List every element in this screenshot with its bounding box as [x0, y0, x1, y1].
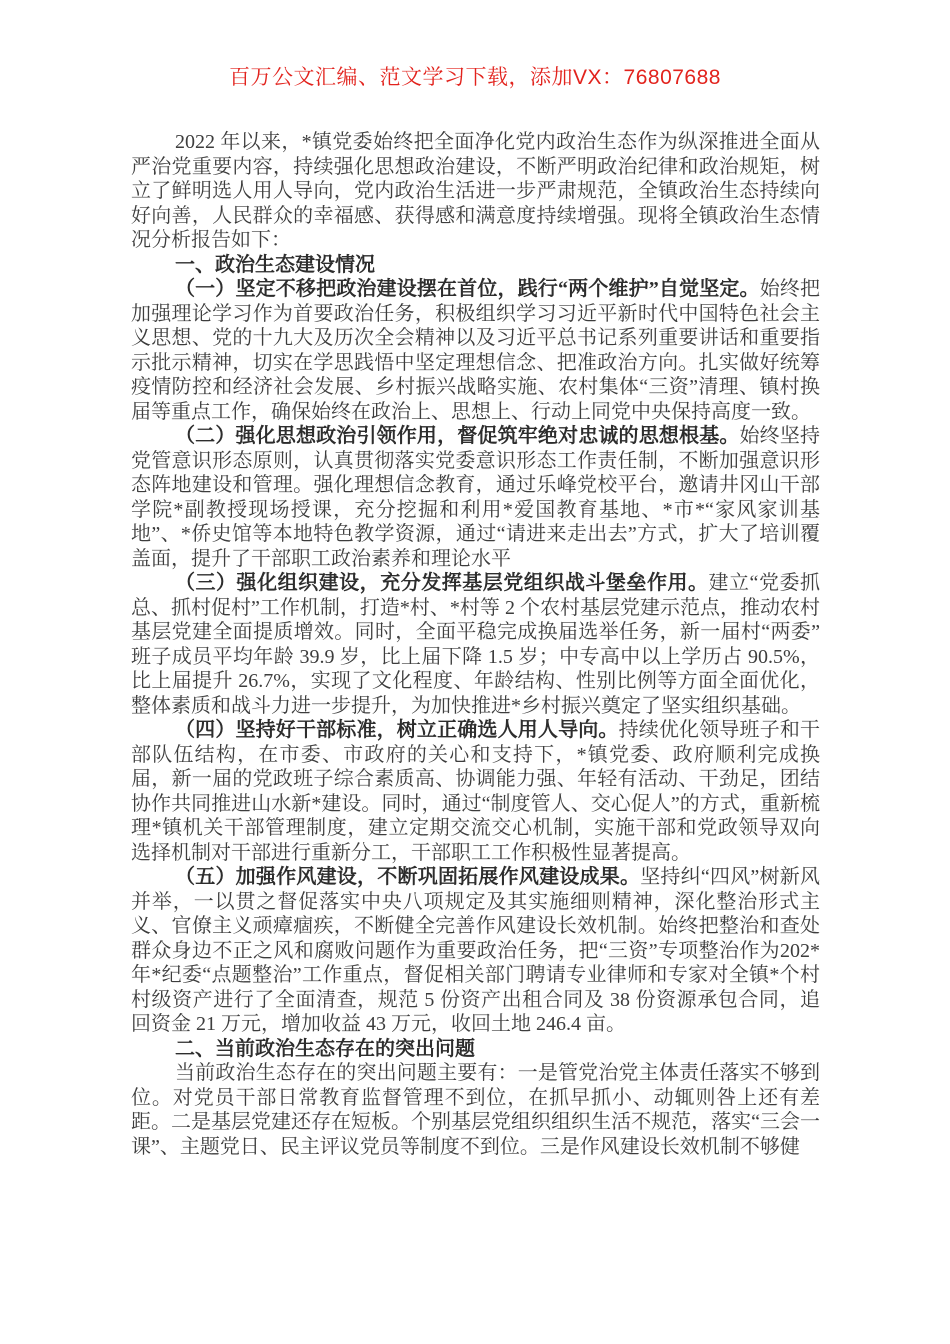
paragraph-lead: （五）加强作风建设，不断巩固拓展作风建设成果。 [175, 866, 641, 888]
section-heading-1: 一、政治生态建设情况 [175, 253, 375, 276]
paragraph-text: 始终坚持党管意识形态原则，认真贯彻落实党委意识形态工作责任制，不断加强意识形态阵地建设和管理。强化理想信念教育，通过乐峰党校平台，邀请井冈山干部学院*副教授现场授课，充分挖掘和利用*爱国教育基地、*市*“家风家训基地”、*侨史馆等本地特色教学资源，通过“请进来走出去”方式，扩大了培训覆盖面，提升了干部职工政治素养和理论水平 [131, 425, 820, 570]
document-body [131, 130, 820, 1159]
paragraph-text: 当前政治生态存在的突出问题主要有：一是管党治党主体责任落实不够到位。对党员干部日常教育监督管理不到位，在抓早抓小、动辄则咎上还有差距。二是基层党建还存在短板。个别基层党组织组织生活不规范，落实“三会一课”、主题党日、民主评议党员等制度不到位。三是作风建设长效机制不够健 [131, 1062, 820, 1158]
paragraph-1-4 [131, 718, 820, 865]
closing-paragraph [131, 1061, 820, 1159]
paragraph-text: 2022 年以来，*镇党委始终把全面净化党内政治生态作为纵深推进全面从严治党重要内容，持续强化思想政治建设，不断严明政治纪律和政治规矩，树立了鲜明选人用人导向，党内政治生活进一步严肃规范，全镇政治生态持续向好向善，人民群众的幸福感、获得感和满意度持续增强。现将全镇政治生态情况分析报告如下： [131, 131, 820, 251]
section-heading-2: 二、当前政治生态存在的突出问题 [175, 1037, 475, 1060]
paragraph-text: 持续优化领导班子和干部队伍结构，在市委、市政府的关心和支持下，*镇党委、政府顺利完成换届，新一届的党政班子综合素质高、协调能力强、年轻有活动、干劲足，团结协作共同推进山水新*建设。同时，通过“制度管人、交心促人”的方式，重新梳理*镇机关干部管理制度，建立定期交流交心机制，实施干部和党政领导双向选择机制对干部进行重新分工，干部职工工作积极性显著提高。 [131, 719, 821, 864]
paragraph-1-5 [131, 865, 820, 1037]
paragraph-lead: （四）坚持好干部标准，树立正确选人用人导向。 [175, 719, 619, 741]
paragraph-lead: （一）坚定不移把政治建设摆在首位，践行“两个维护”自觉坚定。 [175, 278, 760, 300]
paragraph-1-1 [131, 277, 820, 424]
paragraph-text: 建立“党委抓总、抓村促村”工作机制，打造*村、*村等 2 个农村基层党建示范点，推动农村基层党建全面提质增效。同时，全面平稳完成换届选举任务，新一届村“两委”班子成员平均年龄 39.9 岁，比上届下降 1.5 岁；中专高中以上学历占 90.5%，比上届提升 26.7%，实现了文化程度、年龄结构、性别比例等方面全面优化，整体素质和战斗力进一步提升，为加快推进*乡村振兴奠定了坚实组织基础。 [131, 572, 820, 717]
paragraph-lead: （三）强化组织建设，充分发挥基层党组织战斗堡垒作用。 [175, 572, 709, 594]
paragraph-1-2 [131, 424, 820, 571]
paragraph-text: 坚持纠“四风”树新风并举，一以贯之督促落实中央八项规定及其实施细则精神，深化整治形式主义、官僚主义顽瘴痼疾，不断健全完善作风建设长效机制。始终把整治和查处群众身边不正之风和腐败问题作为重要政治任务，把“三资”专项整治作为202*年*纪委“点题整治”工作重点，督促相关部门聘请专业律师和专家对全镇*个村村级资产进行了全面清查，规范 5 份资产出租合同及 38 份资源承包合同，追回资金 21 万元，增加收益 43 万元，收回土地 246.4 亩。 [131, 866, 820, 1035]
paragraph-text: 始终把加强理论学习作为首要政治任务，积极组织学习习近平新时代中国特色社会主义思想、党的十九大及历次全会精神以及习近平总书记系列重要讲话和重要指示批示精神，切实在学思践悟中坚定理想信念、把准政治方向。扎实做好统筹疫情防控和经济社会发展、乡村振兴战略实施、农村集体“三资”清理、镇村换届等重点工作，确保始终在政治上、思想上、行动上同党中央保持高度一致。 [131, 278, 820, 423]
paragraph-lead: （二）强化思想政治引领作用，督促筑牢绝对忠诚的思想根基。 [175, 425, 740, 447]
intro-paragraph [131, 130, 820, 253]
promo-banner-text: 百万公文汇编、范文学习下载，添加VX：76807688 [229, 66, 721, 89]
paragraph-1-3 [131, 571, 820, 718]
